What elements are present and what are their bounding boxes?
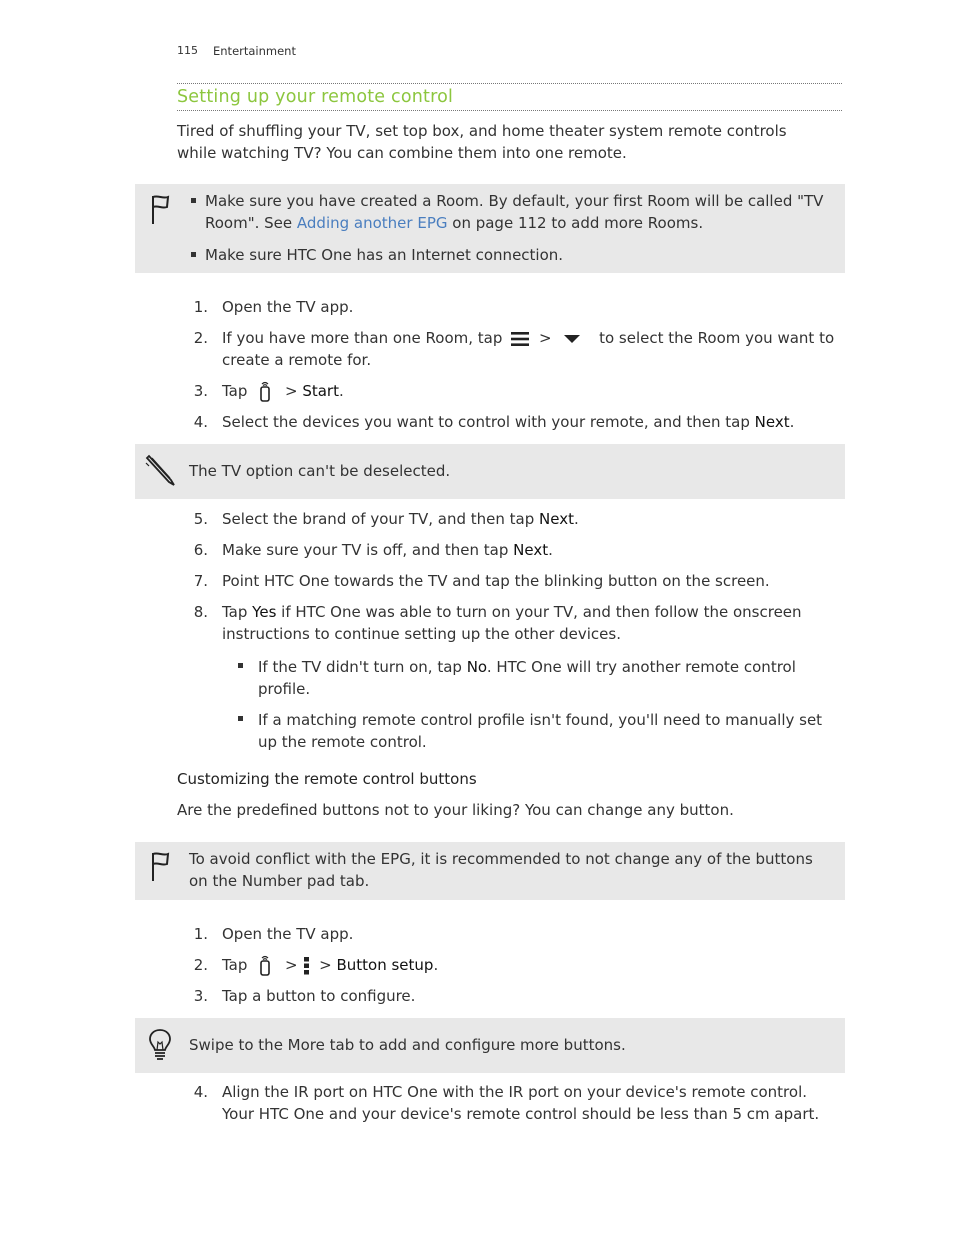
sub-bullet-1 bbox=[258, 656, 843, 700]
bullet-text-part: . HTC One will try another remote control bbox=[486, 658, 796, 676]
note-text-part: on the Number pad tab. bbox=[189, 872, 370, 890]
bullet bbox=[238, 663, 243, 668]
step-number: 2. bbox=[193, 329, 208, 347]
step-text bbox=[222, 601, 842, 645]
step-number: 1. bbox=[193, 298, 208, 316]
step-text: Open the TV app. bbox=[222, 298, 354, 316]
step-text-part: Tap bbox=[222, 382, 248, 400]
sub-bullet-2 bbox=[258, 709, 843, 753]
step-text: Open the TV app. bbox=[222, 925, 354, 943]
title-rule-bottom bbox=[177, 110, 842, 111]
title-rule-top bbox=[177, 83, 842, 84]
step-text bbox=[222, 508, 579, 530]
step-text bbox=[222, 1081, 842, 1125]
lightbulb-icon bbox=[148, 1028, 172, 1062]
bullet bbox=[191, 198, 196, 203]
bullet bbox=[191, 252, 196, 257]
step-text-part: > bbox=[319, 956, 332, 974]
step-text-part: . bbox=[548, 541, 553, 559]
remote-icon bbox=[258, 381, 272, 403]
page-title: Setting up your remote control bbox=[177, 87, 454, 107]
step-text-part: if HTC One was able to turn on your TV, and then follow the onscreen bbox=[276, 603, 802, 621]
step-text-part: > bbox=[284, 382, 298, 400]
note-text: Swipe to the More tab to add and configure more buttons. bbox=[189, 1036, 626, 1054]
flag-icon bbox=[149, 194, 171, 226]
menu-icon bbox=[510, 331, 530, 347]
pencil-icon bbox=[143, 454, 177, 488]
bullet-text-part: If the TV didn't turn on, tap bbox=[258, 658, 467, 676]
step-text bbox=[222, 539, 553, 561]
step-text-part: Make sure your TV is off, and then tap bbox=[222, 541, 514, 559]
step-text-part: create a remote for. bbox=[222, 351, 372, 369]
bullet-text-part: up the remote control. bbox=[258, 733, 427, 751]
bullet-text-part: If a matching remote control profile isn't found, you'll need to manually set bbox=[258, 711, 823, 729]
step-text-part: Tap bbox=[222, 956, 248, 974]
start-label: Start bbox=[302, 382, 339, 400]
step-text bbox=[222, 380, 344, 403]
step-text: Point HTC One towards the TV and tap the blinking button on the screen. bbox=[222, 572, 770, 590]
note-box-tv-option bbox=[135, 444, 845, 499]
note-text: on page 112 to add more Rooms. bbox=[447, 214, 704, 232]
step-number: 3. bbox=[193, 987, 208, 1005]
step-text-part: . bbox=[573, 510, 579, 528]
note-box-conflict bbox=[135, 842, 845, 900]
no-label: No bbox=[466, 658, 487, 676]
subheading: Customizing the remote control buttons bbox=[177, 770, 477, 788]
section-name: Entertainment bbox=[213, 44, 296, 58]
step-number: 4. bbox=[193, 1083, 208, 1101]
next-label: Next bbox=[513, 541, 549, 559]
step-text-part: instructions to continue setting up the other devices. bbox=[222, 625, 621, 643]
step-text-part: . bbox=[789, 413, 795, 431]
intro-paragraph: Tired of shuffling your TV, set top box, and home theater system remote controls while watching TV? You can combine them into one remote. bbox=[177, 122, 787, 162]
next-label: Next bbox=[539, 510, 574, 528]
step-text-part: Your HTC One and your device's remote control should be less than 5 cm apart. bbox=[222, 1105, 820, 1123]
next-label: Next bbox=[754, 413, 790, 431]
step-text bbox=[222, 411, 842, 433]
remote-icon bbox=[258, 955, 272, 977]
step-text-part: Select the brand of your TV, and then tap bbox=[222, 510, 540, 528]
step-number: 8. bbox=[193, 603, 208, 621]
bullet bbox=[238, 716, 243, 721]
page-number: 115 bbox=[177, 44, 198, 57]
note-text: Make sure you have created a Room. By default, your first Room will be called "TV Room". See bbox=[205, 192, 824, 232]
dropdown-arrow-icon bbox=[562, 333, 582, 345]
customize-paragraph: Are the predefined buttons not to your liking? You can change any button. bbox=[177, 801, 734, 819]
note-text bbox=[189, 848, 839, 892]
step-number: 4. bbox=[193, 413, 208, 431]
more-vertical-icon bbox=[303, 956, 311, 976]
flag-icon bbox=[149, 851, 171, 883]
step-text-part: to select the Room you want to bbox=[599, 329, 835, 347]
step-text-part: . bbox=[338, 382, 344, 400]
note-text: The TV option can't be deselected. bbox=[189, 462, 451, 480]
step-text-part: > bbox=[538, 329, 552, 347]
step-text bbox=[222, 327, 842, 371]
note-bullet-1 bbox=[205, 190, 840, 234]
step-text-part: . bbox=[433, 956, 439, 974]
step-number: 6. bbox=[193, 541, 208, 559]
step-number: 5. bbox=[193, 510, 208, 528]
step-text-part: Select the devices you want to control with your remote, and then tap bbox=[222, 413, 755, 431]
note-box-tip bbox=[135, 1018, 845, 1073]
note-text-part: To avoid conflict with the EPG, it is recommended to not change any of the buttons bbox=[189, 850, 813, 868]
step-text: Tap a button to configure. bbox=[222, 987, 416, 1005]
yes-label: Yes bbox=[252, 603, 277, 621]
step-text bbox=[222, 954, 438, 977]
step-number: 2. bbox=[193, 956, 208, 974]
step-number: 1. bbox=[193, 925, 208, 943]
step-number: 7. bbox=[193, 572, 208, 590]
note-bullet-2: Make sure HTC One has an Internet connection. bbox=[205, 246, 564, 264]
bullet-text-part: profile. bbox=[258, 680, 311, 698]
adding-epg-link[interactable]: Adding another EPG bbox=[296, 214, 448, 232]
note-box-requirements bbox=[135, 184, 845, 273]
step-text-part: Align the IR port on HTC One with the IR port on your device's remote control. bbox=[222, 1083, 807, 1101]
step-number: 3. bbox=[193, 382, 208, 400]
step-text-part: If you have more than one Room, tap bbox=[222, 329, 503, 347]
step-text-part: Tap bbox=[222, 603, 253, 621]
button-setup-label: Button setup bbox=[336, 956, 434, 974]
step-text-part: > bbox=[284, 956, 298, 974]
